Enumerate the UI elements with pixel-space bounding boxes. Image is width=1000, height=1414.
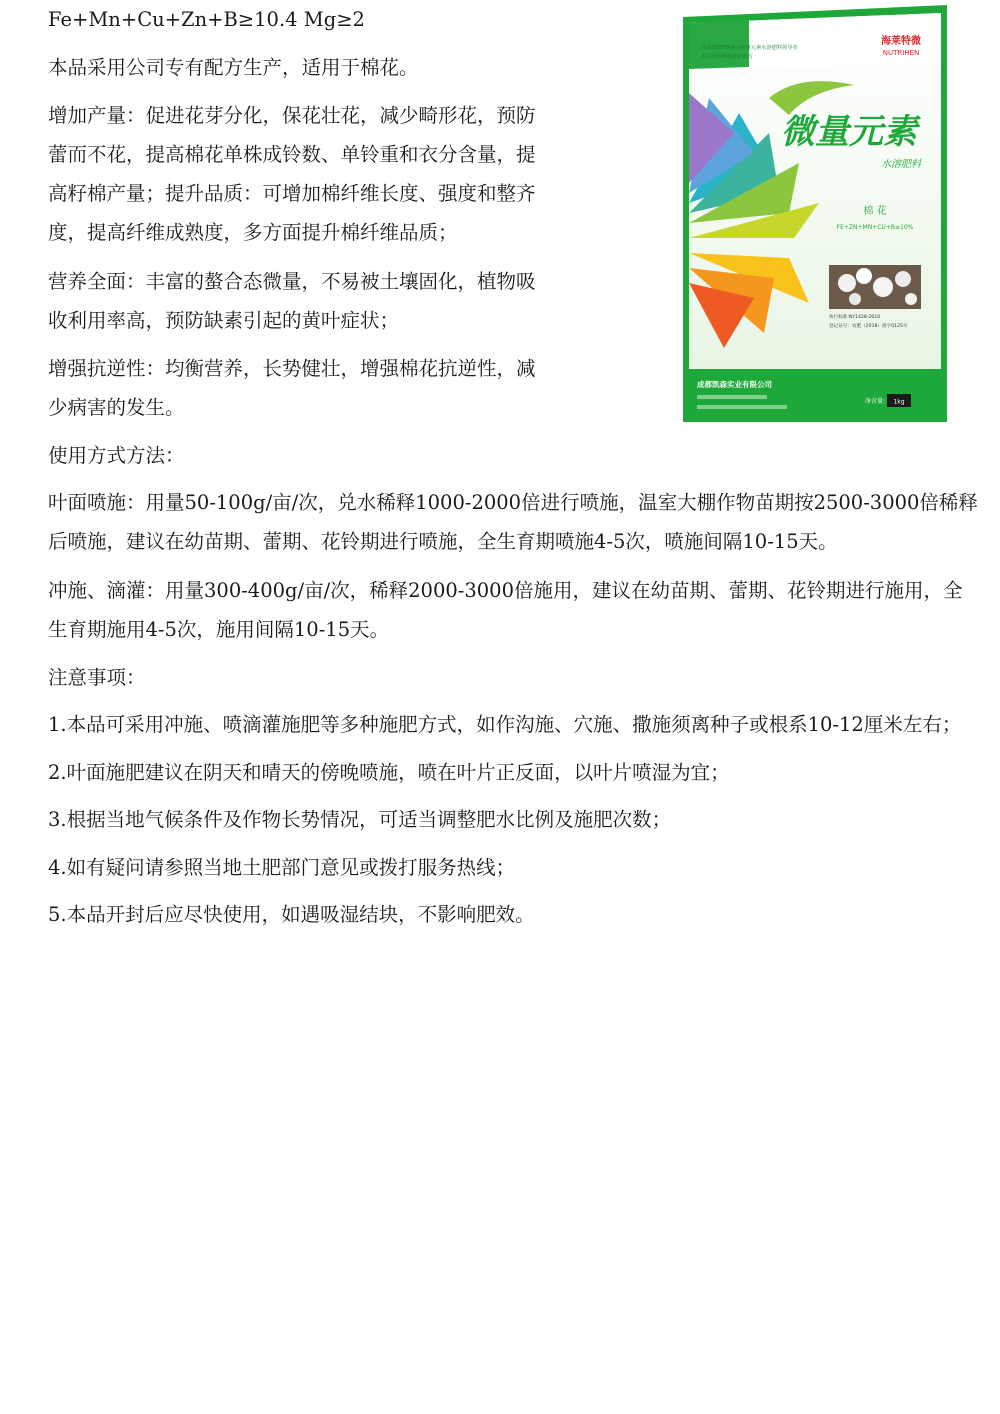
cotton-photo	[829, 265, 921, 309]
benefit-line: 高籽棉产量；提升品质：可增加棉纤维长度、强度和整齐	[48, 182, 536, 205]
package-title: 微量元素	[781, 112, 917, 152]
package-standard: 执行标准:NY1428-2010	[829, 315, 881, 320]
contact-line	[697, 405, 787, 409]
package-subtitle: 水溶肥料	[881, 159, 921, 170]
usage-line: 冲施、滴灌：用量300-400g/亩/次，稀释2000-3000倍施用，建议在幼苗期、蕾期、花铃期进行施用，全	[48, 579, 963, 602]
package-registration: 登记证号：农肥（2018）准字0125号	[829, 324, 908, 329]
usage-line: 后喷施，建议在幼苗期、蕾期、花铃期进行喷施，全生育期喷施4-5次，喷施间隔10-15天。	[48, 530, 838, 553]
benefit-line: 少病害的发生。	[48, 396, 185, 419]
package-tagline: 高品质EDTA螯合微量元素水溶肥料领导者	[701, 45, 798, 51]
note-item: 3.根据当地气候条件及作物长势情况，可适当调整肥水比例及施肥次数；	[48, 808, 672, 831]
contact-line	[697, 395, 767, 399]
package-formula: FE+ZN+MN+CU+B≥10%	[836, 224, 914, 231]
net-weight-label: 净含量:	[864, 398, 885, 405]
benefit-line: 度，提高纤维成熟度，多方面提升棉纤维品质；	[48, 221, 458, 244]
benefit-line: 蕾而不花，提高棉花单株成铃数、单铃重和衣分含量，提	[48, 143, 536, 166]
note-item: 5.本品开封后应尽快使用，如遇吸湿结块，不影响肥效。	[48, 903, 535, 926]
net-weight-value: 1kg	[893, 398, 905, 406]
benefit-line: 营养全面：丰富的螯合态微量，不易被土壤固化，植物吸	[48, 270, 536, 293]
package-tagline-2: 满目营养种植养护配方	[701, 54, 753, 60]
usage-line: 生育期施用4-5次，施用间隔10-15天。	[48, 618, 390, 641]
notes-heading: 注意事项：	[48, 666, 146, 689]
fertilizer-bag-illustration	[679, 3, 951, 424]
brand-name: 海莱特微	[881, 36, 921, 47]
spec-line: Fe+Mn+Cu+Zn+B≥10.4 Mg≥2	[48, 8, 365, 31]
product-package-image	[679, 3, 951, 424]
note-item: 1.本品可采用冲施、喷滴灌施肥等多种施肥方式，如作沟施、穴施、撒施须离种子或根系10-12厘米左右；	[48, 713, 962, 736]
intro-text: 本品采用公司专有配方生产，适用于棉花。	[48, 56, 419, 79]
brand-english: NUTRIHEN	[882, 49, 920, 57]
note-item: 4.如有疑问请参照当地土肥部门意见或拨打服务热线；	[48, 856, 516, 879]
usage-heading: 使用方式方法：	[48, 444, 185, 467]
benefit-line: 增强抗逆性：均衡营养，长势健壮，增强棉花抗逆性，减	[48, 357, 536, 380]
benefit-line: 收利用率高，预防缺素引起的黄叶症状；	[48, 309, 400, 332]
package-crop: 棉 花	[863, 206, 887, 217]
benefit-line: 增加产量：促进花芽分化，保花壮花，减少畸形花，预防	[48, 104, 536, 127]
usage-line: 叶面喷施：用量50-100g/亩/次，兑水稀释1000-2000倍进行喷施，温室大棚作物苗期按2500-3000倍稀释	[48, 491, 978, 514]
note-item: 2.叶面施肥建议在阴天和晴天的傍晚喷施，喷在叶片正反面，以叶片喷湿为宜；	[48, 761, 730, 784]
package-company: 成都凯森实业有限公司	[697, 380, 772, 389]
